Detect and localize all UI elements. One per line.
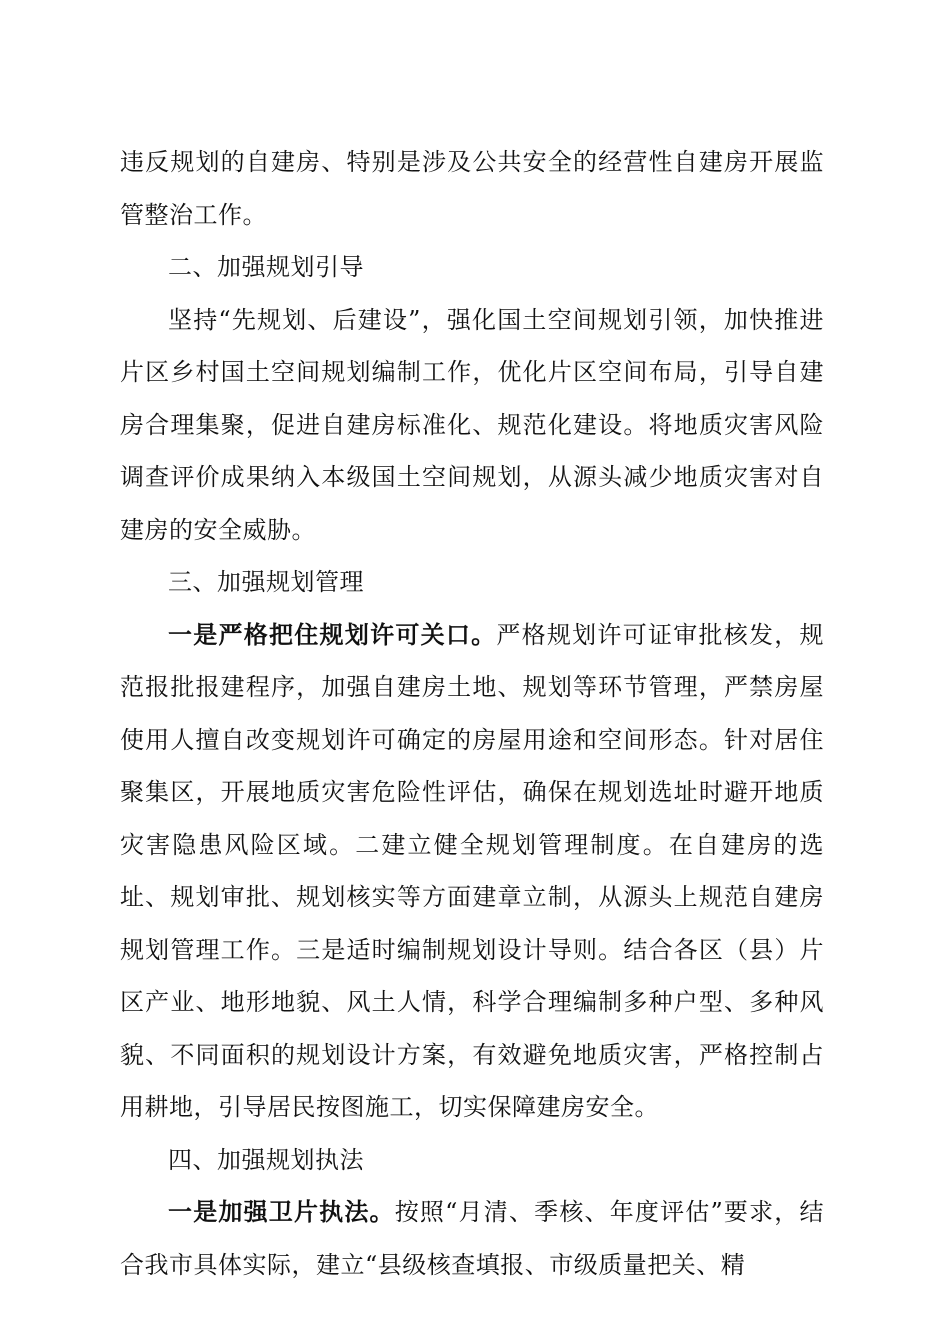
section-3-paragraph	[120, 609, 824, 1134]
section-4-paragraph	[120, 1186, 824, 1291]
document-body	[120, 136, 824, 1291]
section-4-heading: 四、加强规划执法	[168, 1145, 364, 1174]
continued-paragraph: 违反规划的自建房、特别是涉及公共安全的经营性自建房开展监管整治工作。	[120, 148, 824, 229]
section-4-lead: 一是加强卫片执法。	[168, 1197, 395, 1226]
section-3-heading: 三、加强规划管理	[168, 568, 364, 596]
section-4-body: 按照“月清、季核、年度评估”要求，结合我市具体实际，建立“县级核查填报、市级质量把关、精	[120, 1198, 824, 1279]
section-2-heading: 二、加强规划引导	[168, 253, 364, 281]
section-3-lead: 一是严格把住规划许可关口。	[168, 619, 497, 649]
section-2-paragraph: 坚持“先规划、后建设”，强化国土空间规划引领，加快推进片区乡村国土空间规划编制工作，优化片区空间布局，引导自建房合理集聚，促进自建房标准化、规范化建设。将地质灾害风险调查评价成果纳入本级国土空间规划，从源头减少地质灾害对自建房的安全威胁。	[120, 305, 824, 544]
section-3-body: 严格规划许可证审批核发，规范报批报建程序，加强自建房土地、规划等环节管理，严禁房屋使用人擅自改变规划许可确定的房屋用途和空间形态。针对居住聚集区，开展地质灾害危险性评估，确保在规划选址时避开地质灾害隐患风险区域。二建立健全规划管理制度。在自建房的选址、规划审批、规划核实等方面建章立制，从源头上规范自建房规划管理工作。三是适时编制规划设计导则。结合各区（县）片区产业、地形地貌、风土人情，科学合理编制多种户型、多种风貌、不同面积的规划设计方案，有效避免地质灾害，严格控制占用耕地，引导居民按图施工，切实保障建房安全。	[120, 620, 825, 1121]
